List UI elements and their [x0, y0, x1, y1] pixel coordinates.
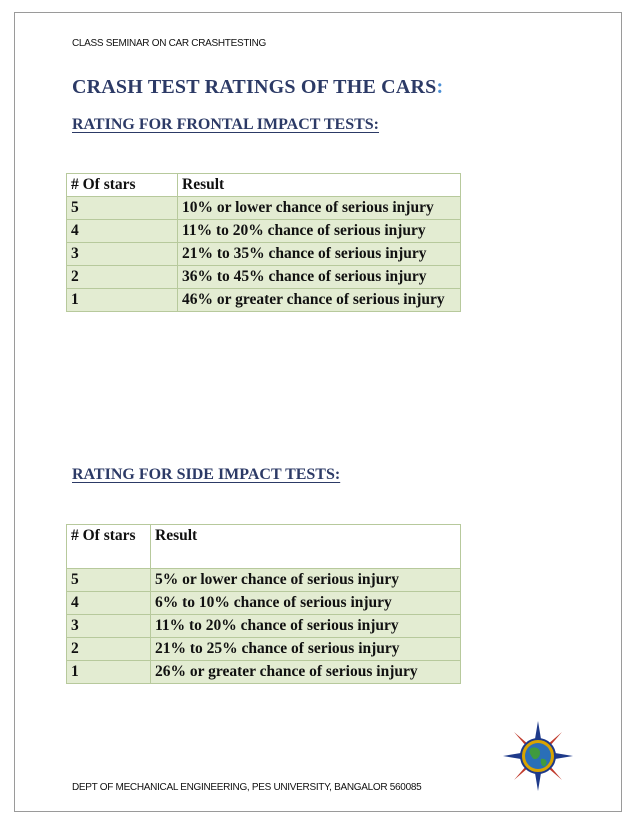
page-title-text: CRASH TEST RATINGS OF THE CARS [72, 76, 437, 98]
compass-rose-globe-logo-icon [503, 721, 573, 791]
table-header-row [67, 525, 461, 569]
stars-cell: 4 [67, 592, 151, 615]
stars-cell: 1 [67, 661, 151, 684]
table-row [67, 661, 461, 684]
stars-cell: 5 [67, 197, 178, 220]
column-header-stars: # Of stars [67, 174, 178, 197]
stars-cell: 2 [67, 266, 178, 289]
page-title-colon: : [436, 76, 444, 98]
table-row [67, 220, 461, 243]
result-cell: 6% to 10% chance of serious injury [151, 592, 461, 615]
table-header-row [67, 174, 461, 197]
table-row [67, 592, 461, 615]
page-footer: DEPT OF MECHANICAL ENGINEERING, PES UNIVERSITY, BANGALOR 560085 [72, 782, 422, 793]
frontal-section-heading: RATING FOR FRONTAL IMPACT TESTS: [72, 116, 380, 133]
result-cell: 10% or lower chance of serious injury [178, 197, 461, 220]
result-cell: 11% to 20% chance of serious injury [178, 220, 461, 243]
result-cell: 46% or greater chance of serious injury [178, 289, 461, 312]
table-row [67, 638, 461, 661]
table-row [67, 266, 461, 289]
page-header: CLASS SEMINAR ON CAR CRASHTESTING [72, 38, 267, 49]
page-title [72, 76, 443, 99]
stars-cell: 5 [67, 569, 151, 592]
stars-cell: 3 [67, 615, 151, 638]
result-cell: 11% to 20% chance of serious injury [151, 615, 461, 638]
table-row [67, 289, 461, 312]
stars-cell: 2 [67, 638, 151, 661]
table-row [67, 243, 461, 266]
column-header-result: Result [151, 525, 461, 569]
stars-cell: 1 [67, 289, 178, 312]
column-header-stars: # Of stars [67, 525, 151, 569]
side-section-heading: RATING FOR SIDE IMPACT TESTS: [72, 466, 341, 483]
result-cell: 26% or greater chance of serious injury [151, 661, 461, 684]
result-cell: 21% to 25% chance of serious injury [151, 638, 461, 661]
result-cell: 5% or lower chance of serious injury [151, 569, 461, 592]
table-row [67, 615, 461, 638]
table-row [67, 569, 461, 592]
frontal-rating-table [66, 173, 461, 312]
result-cell: 36% to 45% chance of serious injury [178, 266, 461, 289]
table-row [67, 197, 461, 220]
stars-cell: 3 [67, 243, 178, 266]
side-rating-table [66, 524, 461, 684]
column-header-result: Result [178, 174, 461, 197]
result-cell: 21% to 35% chance of serious injury [178, 243, 461, 266]
stars-cell: 4 [67, 220, 178, 243]
